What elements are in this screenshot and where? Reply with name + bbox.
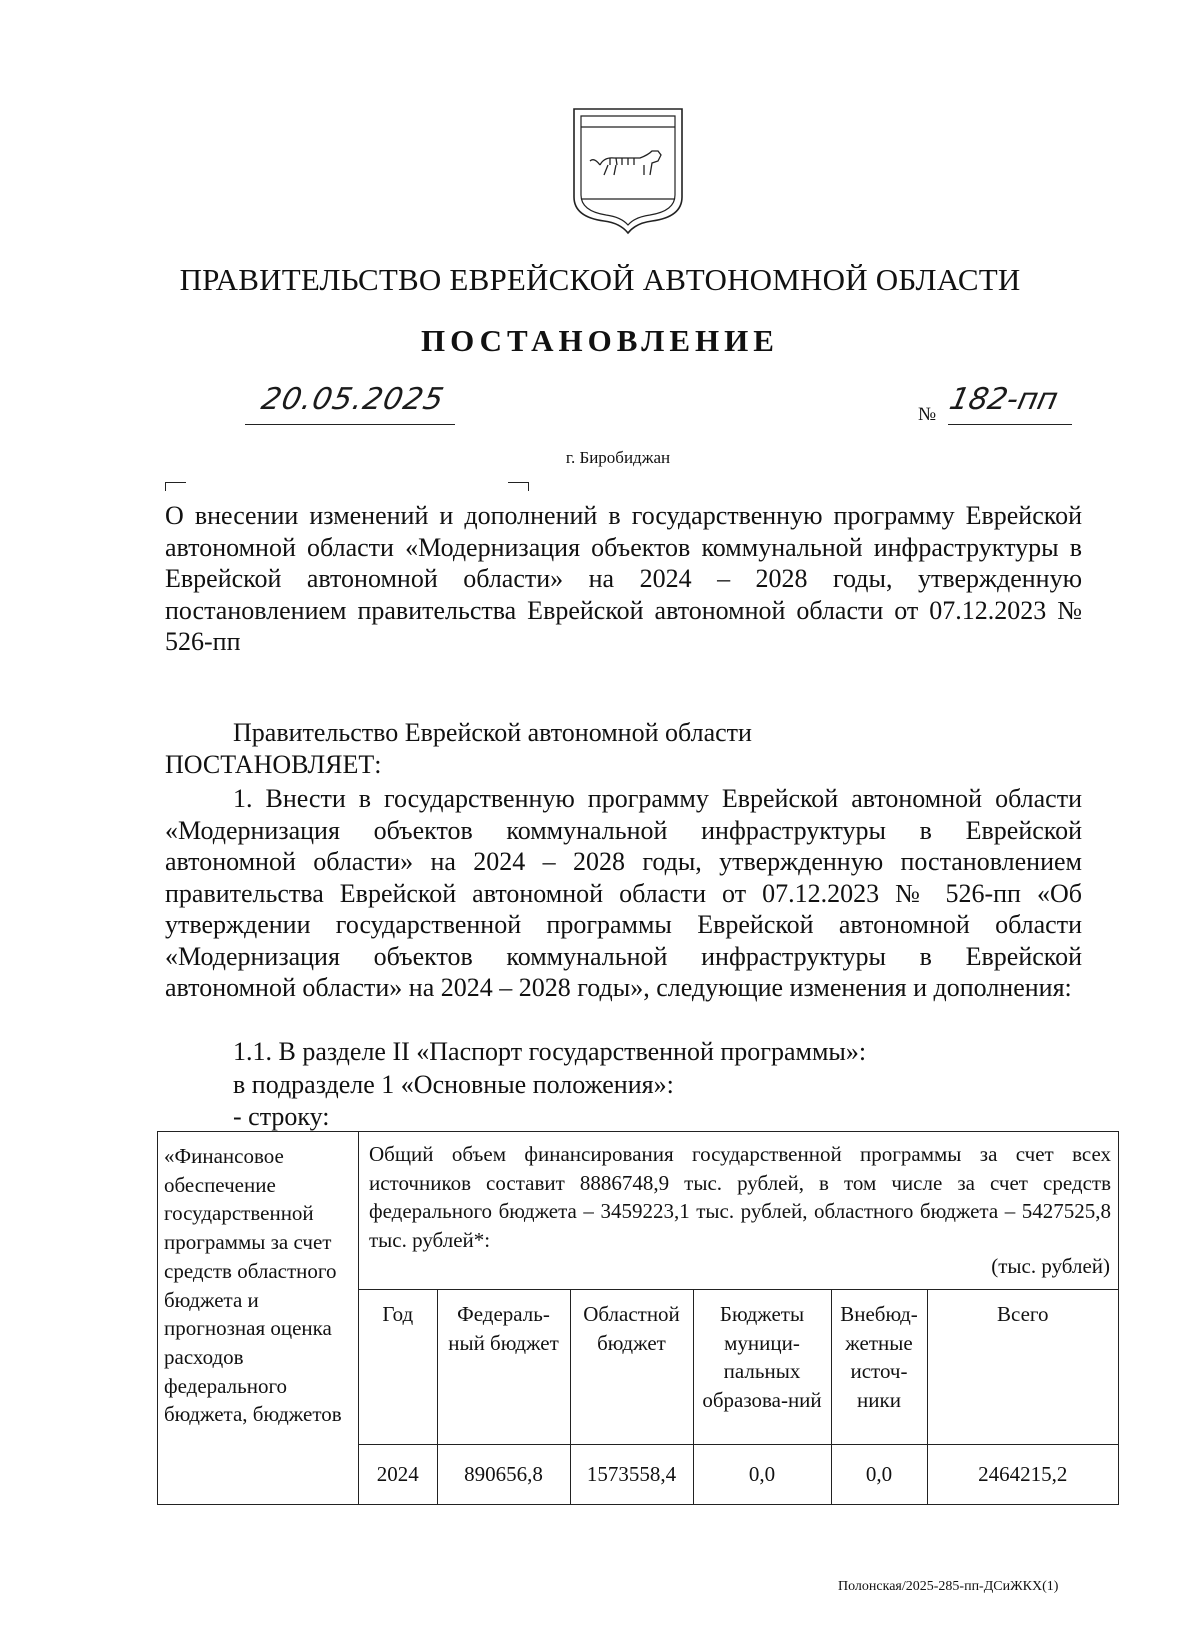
header-federal: Федераль-ный бюджет xyxy=(437,1290,570,1445)
document-type-heading: ПОСТАНОВЛЕНИЕ xyxy=(421,323,779,358)
city-name: г. Биробиджан xyxy=(565,448,671,467)
subsection-line: в подразделе 1 «Основные положения»: xyxy=(233,1070,674,1099)
cell-year: 2024 xyxy=(359,1444,437,1504)
cell-regional: 1573558,4 xyxy=(570,1444,693,1504)
header-year: Год xyxy=(359,1290,437,1445)
table-header-row xyxy=(359,1290,1118,1445)
footer-reference: Полонская/2025-285-пп-ДСиЖКХ(1) xyxy=(838,1579,1059,1594)
date-underline xyxy=(245,424,455,425)
financing-row-label: «Финансовое обеспечение государственной программы за счет средств областного бюджета и прогнозная оценка расходов федерального бюджета, бюджетов xyxy=(158,1132,359,1504)
number-label: № xyxy=(918,404,937,425)
number-underline xyxy=(948,424,1072,425)
cell-total: 2464215,2 xyxy=(927,1444,1118,1504)
government-title: ПРАВИТЕЛЬСТВО ЕВРЕЙСКОЙ АВТОНОМНОЙ ОБЛАСТИ xyxy=(179,262,1021,297)
preamble: Правительство Еврейской автономной области xyxy=(233,718,752,747)
cell-extrabudgetary: 0,0 xyxy=(831,1444,927,1504)
item-1-1: 1.1. В разделе II «Паспорт государственной программы»: xyxy=(233,1037,867,1066)
subject-bracket-left xyxy=(165,482,186,491)
tiger-icon xyxy=(590,151,661,175)
subject-bracket-right xyxy=(508,482,529,491)
header-municipal: Бюджеты муници-пальных образова-ний xyxy=(693,1290,831,1445)
header-extrabudgetary: Внебюд-жетные источ-ники xyxy=(831,1290,927,1445)
item-1: 1. Внести в государственную программу Еврейской автономной области «Модернизация объектов коммунальной инфраструктуры в Еврейской автономной области» на 2024 – 2028 годы, утвержденную постановлением правительства Еврейской автономной области от 07.12.2023 № 526-пп «Об утверждении государственной программы Еврейской автономной области «Модернизация объектов коммунальной инфраструктуры в Еврейской автономной области» на 2024 – 2028 годы», следующие изменения и дополнения: xyxy=(165,784,1082,1002)
unit-label: (тыс. рублей) xyxy=(991,1254,1110,1278)
handwritten-number: 182-пп xyxy=(946,382,1062,417)
coat-of-arms-emblem xyxy=(570,105,686,237)
header-total: Всего xyxy=(927,1290,1118,1445)
cell-municipal: 0,0 xyxy=(693,1444,831,1504)
cell-federal: 890656,8 xyxy=(437,1444,570,1504)
handwritten-date: 20.05.2025 xyxy=(258,382,448,417)
table-row xyxy=(359,1444,1118,1504)
financing-table xyxy=(157,1131,1119,1505)
decree-subject: О внесении изменений и дополнений в государственную программу Еврейской автономной области «Модернизация объектов коммунальной инфраструктуры в Еврейской автономной области» на 2024 – 2028 годы, утвержденную постановлением правительства Еврейской автономной области от 07.12.2023 № 526-пп xyxy=(165,501,1082,656)
header-regional: Областной бюджет xyxy=(570,1290,693,1445)
financing-by-year-table xyxy=(359,1289,1118,1504)
decree-word: ПОСТАНОВЛЯЕТ: xyxy=(165,750,382,779)
financing-summary: Общий объем финансирования государственной программы за счет всех источников составит 8886748,9 тыс. рублей, в том числе за счет средств федерального бюджета – 3459223,1 тыс. рублей, областного бюджета – 5427525,8 тыс. рублей*: xyxy=(369,1142,1111,1253)
line-item: - строку: xyxy=(233,1102,330,1131)
